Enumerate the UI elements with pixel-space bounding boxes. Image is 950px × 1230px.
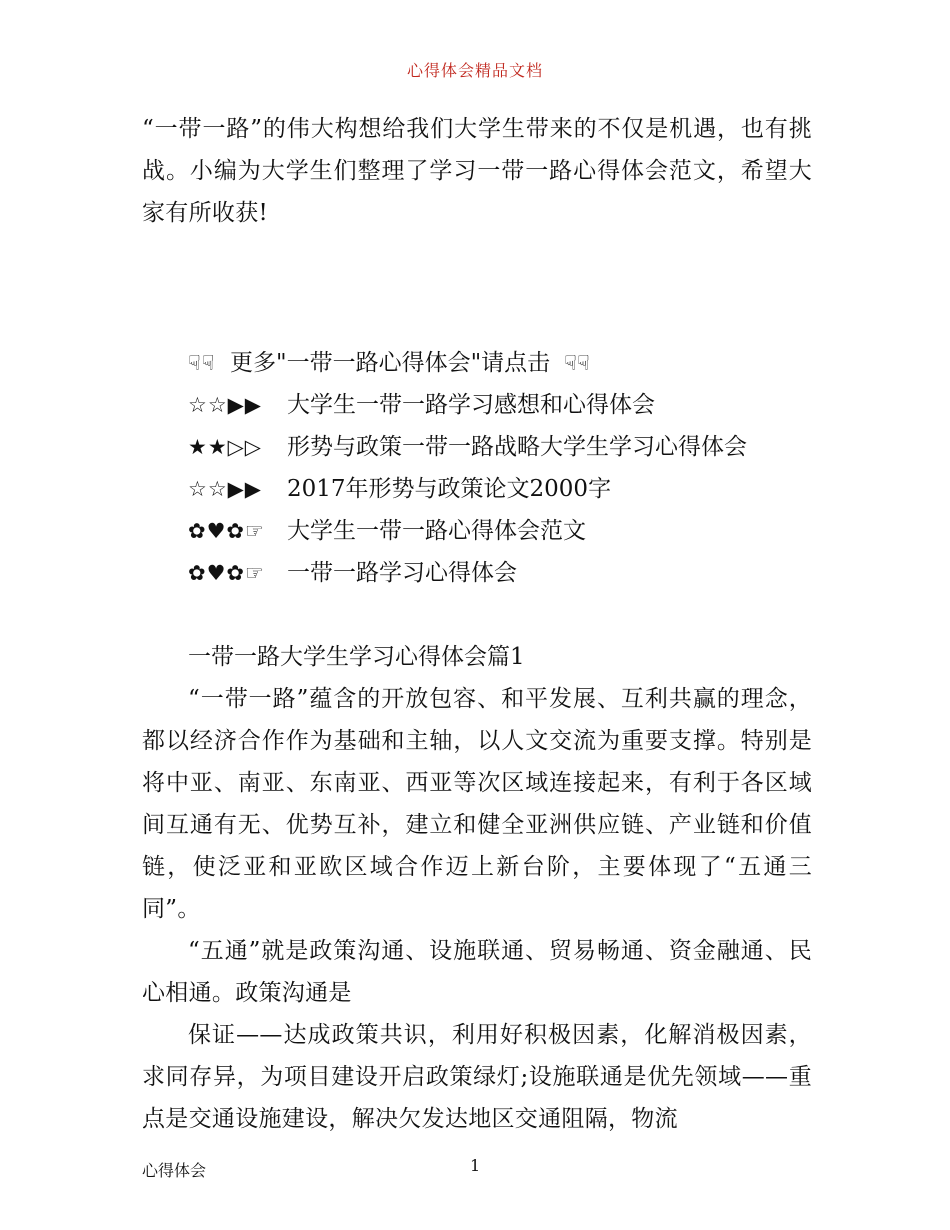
page-header-title: 心得体会精品文档 xyxy=(406,61,543,80)
body-paragraph: “五通”就是政策沟通、设施联通、贸易畅通、资金融通、民心相通。政策沟通是 xyxy=(142,938,812,1006)
related-link-label[interactable]: 形势与政策一带一路战略大学生学习心得体会 xyxy=(287,434,747,460)
section-title: 一带一路大学生学习心得体会篇1 xyxy=(188,644,525,670)
related-link-2[interactable] xyxy=(188,426,812,468)
related-link-label[interactable]: 一带一路学习心得体会 xyxy=(287,560,517,586)
pointing-down-icon: ☟☟ xyxy=(564,351,590,375)
star-arrow-icon: ☆☆▶▶ xyxy=(188,393,262,417)
pointing-down-icon: ☟☟ xyxy=(188,351,216,375)
related-links-list xyxy=(142,342,812,594)
document-content xyxy=(142,108,812,1140)
star-arrow-icon: ☆☆▶▶ xyxy=(188,477,262,501)
related-link-4[interactable] xyxy=(188,510,812,552)
body-paragraph: “一带一路”蕴含的开放包容、和平发展、互利共赢的理念，都以经济合作作为基础和主轴，以人文交流为重要支撑。特别是将中亚、南亚、东南亚、西亚等次区域连接起来，有利于各区域间互通有无、优势互补，建立和健全亚洲供应链、产业链和价值链，使泛亚和亚欧区域合作迈上新台阶，主要体现了“五通三同”。 xyxy=(142,686,812,922)
related-link-label[interactable]: 大学生一带一路心得体会范文 xyxy=(287,518,586,544)
star-arrow-icon: ★★▷▷ xyxy=(188,435,262,459)
body-paragraph: 保证——达成政策共识，利用好积极因素，化解消极因素，求同存异，为项目建设开启政策绿灯;设施联通是优先领域——重点是交通设施建设，解决欠发达地区交通阻隔，物流 xyxy=(142,1022,812,1132)
intro-paragraph: “一带一路”的伟大构想给我们大学生带来的不仅是机遇，也有挑战。小编为大学生们整理了学习一带一路心得体会范文，希望大家有所收获! xyxy=(142,116,812,226)
related-link-3[interactable] xyxy=(188,468,812,510)
intro-section xyxy=(142,108,812,234)
footer-label: 心得体会 xyxy=(142,1161,207,1180)
flower-heart-pointer-icon: ✿♥✿☞ xyxy=(188,561,265,585)
more-articles-heading xyxy=(188,342,812,384)
related-link-label[interactable]: 大学生一带一路学习感想和心得体会 xyxy=(287,392,655,418)
related-link-1[interactable] xyxy=(188,384,812,426)
flower-heart-pointer-icon: ✿♥✿☞ xyxy=(188,519,265,543)
more-articles-label: 更多"一带一路心得体会"请点击 xyxy=(230,350,551,376)
related-link-5[interactable] xyxy=(188,552,812,594)
section-body xyxy=(142,678,812,1140)
related-link-label[interactable]: 2017年形势与政策论文2000字 xyxy=(287,476,612,502)
page-number: 1 xyxy=(470,1156,481,1175)
